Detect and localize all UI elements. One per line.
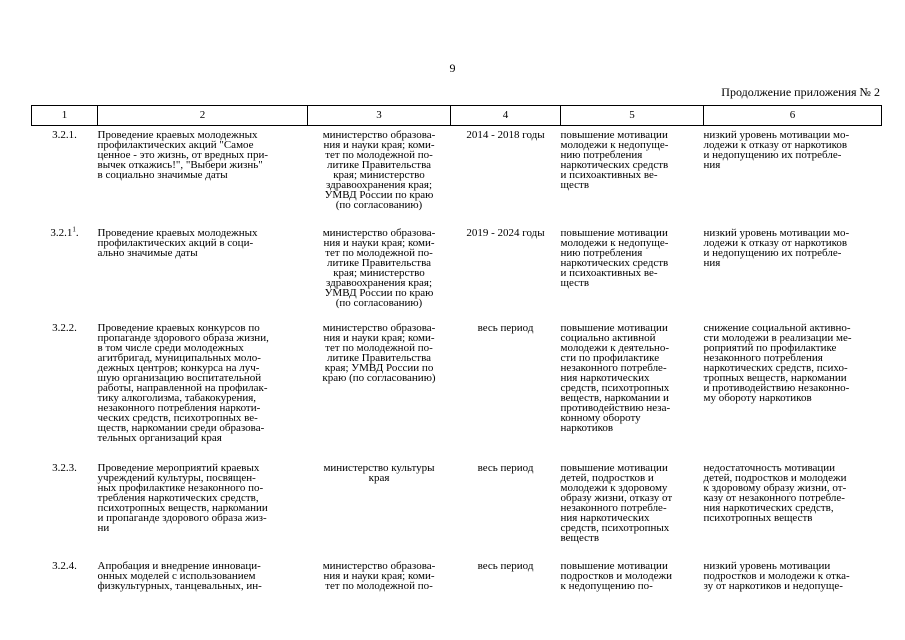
column-header-2: 2 — [98, 106, 308, 126]
non-implementation-consequence-text: недостаточность мотивации детей, подростков и молодежи к здоровому образу жизни, от- казу от незаконного потребле- ния наркотических средств, психотропных веществ — [703, 461, 847, 524]
row-number — [32, 319, 98, 459]
column-header-5: 5 — [561, 106, 704, 126]
expected-result-text: повышение мотивации детей, подростков и молодежи к здоровому образу жизни, отказу от незаконного потребле- ния наркотических средств, психотропных веществ — [560, 461, 673, 544]
non-implementation-consequence — [704, 126, 882, 224]
row-number-text: 3.2.4. — [52, 559, 77, 572]
page-number: 9 — [449, 61, 456, 75]
responsible-executor-text: министерство образова- ния и науки края; коми- тет по молодежной по- литике Правительства края; министерство здравоохранения края; УМВД России по краю (по согласованию) — [322, 129, 436, 211]
table-row — [32, 459, 882, 557]
row-number-text: 3.2.1 — [50, 226, 73, 239]
event-description-text: Апробация и внедрение инноваци- онных моделей с использованием физкультурных, танцевальных, ин- — [97, 559, 262, 592]
row-number — [32, 459, 98, 557]
expected-result-text: повышение мотивации молодежи к недопуще- нию потребления наркотических средств и психоактивных ве- ществ — [560, 129, 669, 191]
responsible-executor-text: министерство образова- ния и науки края; коми- тет по молодежной по- литике Правительства края; министерство здравоохранения края; УМВД России по краю (по согласованию) — [322, 226, 436, 309]
responsible-executor — [308, 557, 451, 637]
implementation-period-text: 2014 - 2018 годы — [466, 129, 545, 141]
table-row — [32, 557, 882, 637]
table-row — [32, 224, 882, 319]
row-number-text: 3.2.2. — [52, 321, 77, 334]
non-implementation-consequence — [704, 319, 882, 459]
implementation-period — [451, 319, 561, 459]
responsible-executor — [308, 126, 451, 224]
event-description-text: Проведение краевых молодежных профилактических акций в соци- ально значимые даты — [97, 226, 258, 259]
column-header-1: 1 — [32, 106, 98, 126]
table-row — [32, 319, 882, 459]
appendix-continuation-note: Продолжение приложения № 2 — [721, 85, 880, 99]
responsible-executor — [308, 459, 451, 557]
row-number-text: 3.2.3. — [52, 461, 77, 474]
row-number — [32, 557, 98, 637]
event-description-text: Проведение краевых конкурсов по пропаганде здорового образа жизни, в том числе среди молодежных агитбригад, муниципальных моло- дежных центров; конкурса на луч- шую организацию воспитательной работы, направленной на профилак- тику алкоголизма, табакокурения, незаконного потребления наркоти- ческих средств, психотропных ве- ществ, наркомании среди образова- тельных организаций края — [97, 321, 269, 444]
non-implementation-consequence — [704, 224, 882, 319]
event-description — [98, 459, 308, 557]
non-implementation-consequence-text: низкий уровень мотивации мо- лодежи к отказу от наркотиков и недопущению их потребле- ния — [703, 226, 850, 269]
expected-result — [561, 319, 704, 459]
event-description — [98, 557, 308, 637]
non-implementation-consequence-text: снижение социальной активно- сти молодежи в реализации ме- роприятий по профилактике незаконного потребления наркотических средств, психо- тропных веществ, наркомании и противодействию незаконно- му обороту наркотиков — [703, 321, 852, 404]
row-number — [32, 126, 98, 224]
non-implementation-consequence-text: низкий уровень мотивации подростков и молодежи к отка- зу от наркотиков и недопуще- — [703, 559, 850, 592]
expected-result-text: повышение мотивации социально активной молодежи к деятельно- сти по профилактике незаконного потребле- ния наркотических средств, психотропных веществ, наркомании и противодействию неза- конному обороту наркотиков — [560, 321, 671, 434]
row-number-superscript: 1 — [72, 224, 76, 233]
table-header-row — [32, 106, 882, 126]
responsible-executor — [308, 224, 451, 319]
event-description — [98, 126, 308, 224]
event-description-text: Проведение мероприятий краевых учреждений культуры, посвящен- ных профилактике незаконного по- требления наркотических средств, психотропных веществ, наркомании и пропаганде здорового образа жиз- ни — [97, 461, 268, 534]
non-implementation-consequence — [704, 557, 882, 637]
expected-result — [561, 126, 704, 224]
implementation-period-text: 2019 - 2024 годы — [466, 226, 545, 239]
non-implementation-consequence-text: низкий уровень мотивации мо- лодежи к отказу от наркотиков и недопущению их потребле- ния — [703, 129, 850, 171]
implementation-period-text: весь период — [477, 321, 534, 334]
expected-result — [561, 557, 704, 637]
responsible-executor-text: министерство образова- ния и науки края; коми- тет по молодежной по- — [322, 559, 436, 592]
table-row — [32, 126, 882, 224]
implementation-period-text: весь период — [477, 461, 534, 474]
row-number-dot: . — [75, 226, 79, 239]
column-header-4: 4 — [451, 106, 561, 126]
implementation-period — [451, 459, 561, 557]
column-header-6: 6 — [704, 106, 882, 126]
program-activities-table — [31, 105, 882, 637]
expected-result-text: повышение мотивации подростков и молодежи к недопущению по- — [560, 559, 672, 592]
row-number — [32, 224, 98, 319]
row-number-text: 3.2.1. — [52, 129, 77, 141]
event-description — [98, 224, 308, 319]
responsible-executor-text: министерство культуры края — [323, 461, 435, 484]
expected-result — [561, 224, 704, 319]
expected-result — [561, 459, 704, 557]
implementation-period — [451, 126, 561, 224]
expected-result-text: повышение мотивации молодежи к недопуще- нию потребления наркотических средств и психоактивных ве- ществ — [560, 226, 669, 289]
responsible-executor — [308, 319, 451, 459]
non-implementation-consequence — [704, 459, 882, 557]
event-description-text: Проведение краевых молодежных профилактических акций "Самое ценное - это жизнь, от вредных при- вычек откажись!", "Выбери жизнь" в социально значимые даты — [97, 129, 268, 181]
responsible-executor-text: министерство образова- ния и науки края; коми- тет по молодежной по- литике Правительства края; УМВД России по краю (по согласованию) — [322, 321, 436, 384]
implementation-period — [451, 224, 561, 319]
implementation-period — [451, 557, 561, 637]
implementation-period-text: весь период — [477, 559, 534, 572]
event-description — [98, 319, 308, 459]
column-header-3: 3 — [308, 106, 451, 126]
